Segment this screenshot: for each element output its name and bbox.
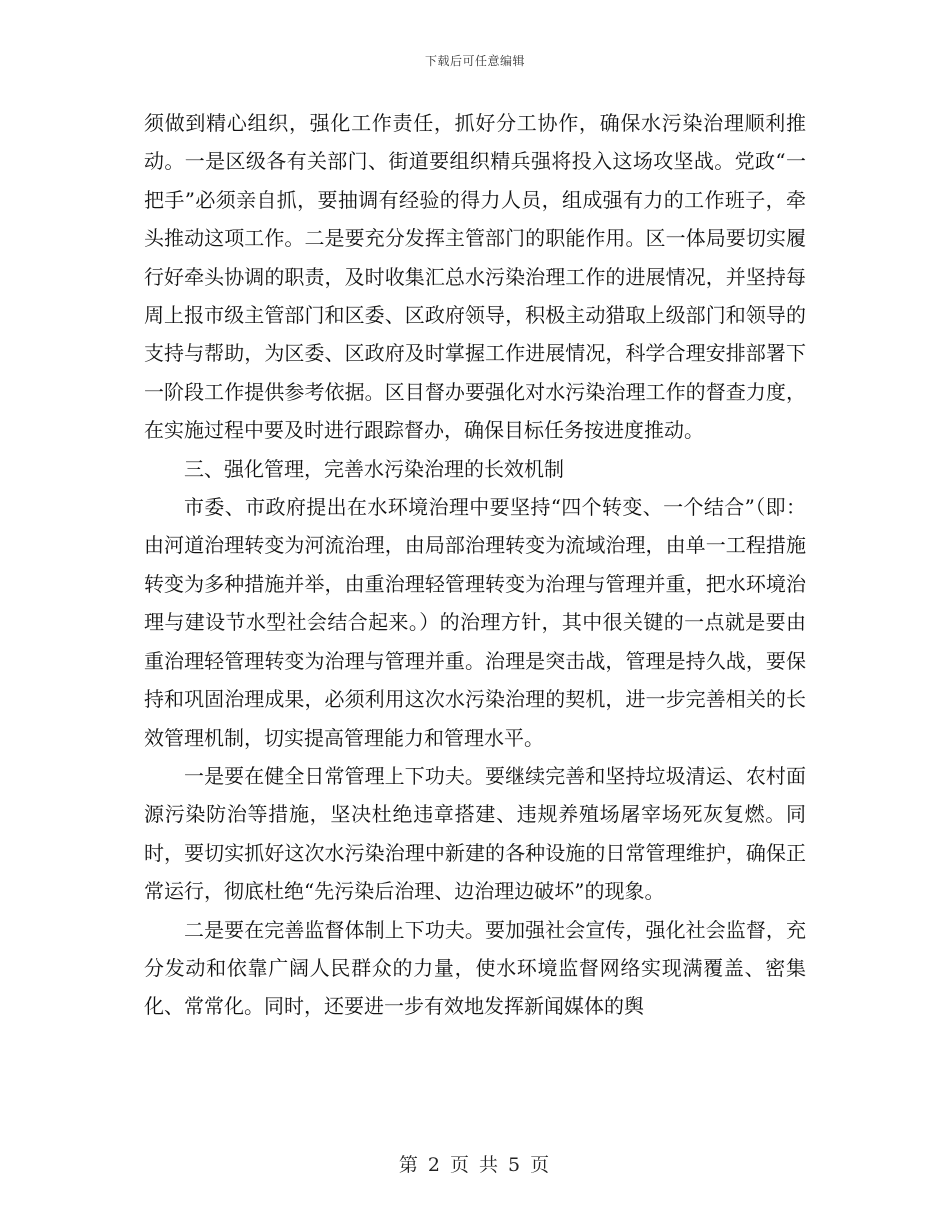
document-body (144, 104, 806, 1026)
paragraph: 一是要在健全日常管理上下功夫。要继续完善和坚持垃圾清运、农村面源污染防治等措施，坚决杜绝违章搭建、违规养殖场屠宰场死灰复燃。同时，要切实抓好这次水污染治理中新建的各种设施的日常管理维护，确保正常运行，彻底杜绝“先污染后治理、边治理边破坏”的现象。 (144, 763, 806, 904)
page-number: 第 2 页 共 5 页 (398, 1154, 552, 1176)
paragraph: 市委、市政府提出在水环境治理中要坚持“四个转变、一个结合”（即：由河道治理转变为河流治理，由局部治理转变为流域治理，由单一工程措施转变为多种措施并举，由重治理轻管理转变为治理与管理并重，把水环境治理与建设节水型社会结合起来。）的治理方针，其中很关键的一点就是要由重治理轻管理转变为治理与管理并重。治理是突击战，管理是持久战，要保持和巩固治理成果，必须利用这次水污染治理的契机，进一步完善相关的长效管理机制，切实提高管理能力和管理水平。 (144, 495, 806, 750)
section-heading: 三、强化管理，完善水污染治理的长效机制 (184, 456, 564, 481)
page-header: 下载后可任意编辑 (424, 54, 525, 68)
paragraph-continuation: 须做到精心组织，强化工作责任，抓好分工协作，确保水污染治理顺利推动。一是区级各有关部门、街道要组织精兵强将投入这场攻坚战。党政“一把手”必须亲自抓，要抽调有经验的得力人员，组成强有力的工作班子，牵头推动这项工作。二是要充分发挥主管部门的职能作用。区一体局要切实履行好牵头协调的职责，及时收集汇总水污染治理工作的进展情况，并坚持每周上报市级主管部门和区委、区政府领导，积极主动猎取上级部门和领导的支持与帮助，为区委、区政府及时掌握工作进展情况，科学合理安排部署下一阶段工作提供参考依据。区目督办要强化对水污染治理工作的督查力度，在实施过程中要及时进行跟踪督办，确保目标任务按进度推动。 (144, 111, 806, 443)
paragraph: 二是要在完善监督体制上下功夫。要加强社会宣传，强化社会监督，充分发动和依靠广阔人民群众的力量，使水环境监督网络实现满覆盖、密集化、常常化。同时，还要进一步有效地发挥新闻媒体的舆 (144, 917, 806, 1019)
